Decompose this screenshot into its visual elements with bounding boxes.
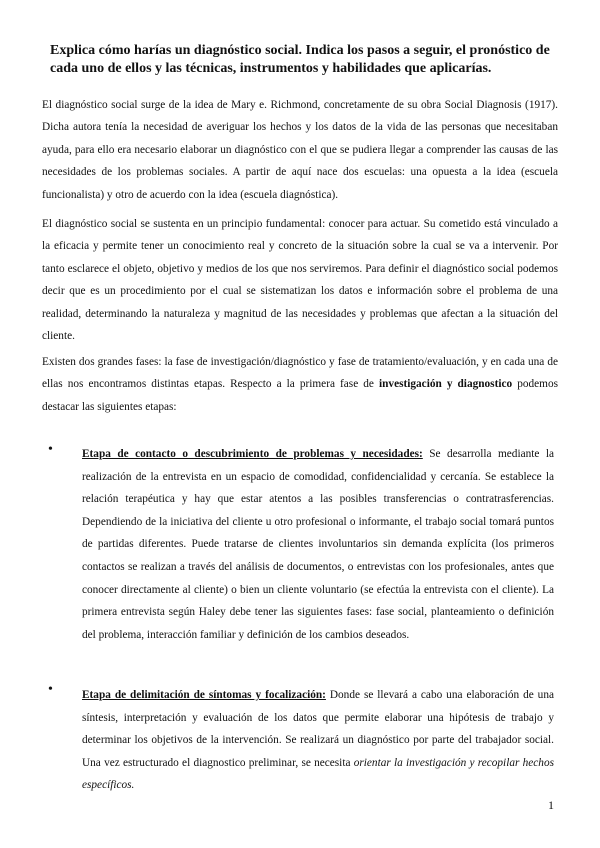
item-text: Se desarrolla mediante la realización de la entrevista en un espacio de comodidad, confidencialidad y cercanía. Se establece la relación terapéutica y hay que estar atentos a las posibles transferencias o contratrasferencias. Dependiendo de la iniciativa del cliente u otro profesional o informante, el trabajo social tomará puntos de partidas diferentes. Puede tratarse de clientes involuntarios sin demanda explícita (los primeros contactos se realizan a través del análisis de documentos, o entrevistas con los profesionales, antes que conocer directamente al cliente) o bien un cliente voluntario (se efectúa la entrevista con el cliente). La primera entrevista según Haley debe tener las siguientes fases: fase social, planteamiento o definición del problema, interacción familiar y definición de los cambios deseados. <box>82 448 555 641</box>
document-title: Explica cómo harías un diagnóstico social. Indica los pasos a seguir, el pronóstico de cada uno de ellos y las técnicas, instrumentos y habilidades que aplicarías. <box>50 43 550 76</box>
paragraph-definition: El diagnóstico social se sustenta en un principio fundamental: conocer para actuar. Su cometido está vinculado a la eficacia y permite tener un conocimiento real y concreto de la situación sobre la cual se va a intervenir. Por tanto esclarece el objeto, objetivo y medios de los que nos serviremos. Para definir el diagnóstico social podemos decir que es un procedimiento por el cual se sistematizan los datos e información sobre el problema de una realidad, determinando la naturaleza y magnitud de las necesidades y problemas que afectan a la situación del cliente. <box>42 218 558 343</box>
phases-text-before: Existen dos grandes fases: la fase de investigación/diagnóstico y fase de tratamiento/evaluación, y en cada una de ellas nos encontramos distintas etapas. Respecto a la primera fase de <box>42 356 558 391</box>
item-italic-text: orientar la investigación y recopilar hechos específicos. <box>82 756 554 792</box>
item-heading: Etapa de delimitación de síntomas y focalización: <box>82 689 326 701</box>
list-item-delimitacion <box>82 684 554 797</box>
item-text: Donde se llevará a cabo una elaboración de una síntesis, interpretación y evaluación de los datos que permite elaborar una hipótesis de trabajo y determinar los objetivos de la intervención. Se realizará un diagnóstico por parte del trabajador social. Una vez estructurado el diagnostico preliminar, se necesita <box>82 689 554 769</box>
page-number: 1 <box>548 798 554 812</box>
paragraph-intro: El diagnóstico social surge de la idea de Mary e. Richmond, concretamente de su obra Social Diagnosis (1917). Dicha autora tenía la necesidad de averiguar los hechos y los datos de la vida de las personas que necesitaban ayuda, para ello era necesario elaborar un diagnóstico con el que se pudiera llegar a comprender las causas de las necesidades de los problemas sociales. A partir de aquí nace dos escuelas: una opuesta a la idea (escuela funcionalista) y otro de acuerdo con la idea (escuela diagnóstica). <box>42 99 558 201</box>
item-heading: Etapa de contacto o descubrimiento de problemas y necesidades: <box>82 448 423 460</box>
paragraph-phases <box>42 351 558 418</box>
bullet-icon: • <box>48 442 53 457</box>
phases-text-after: podemos destacar las siguientes etapas: <box>42 378 558 413</box>
list-item-contacto <box>82 443 554 646</box>
bullet-icon: • <box>48 682 53 697</box>
phases-bold-term: investigación y diagnostico <box>379 378 513 391</box>
